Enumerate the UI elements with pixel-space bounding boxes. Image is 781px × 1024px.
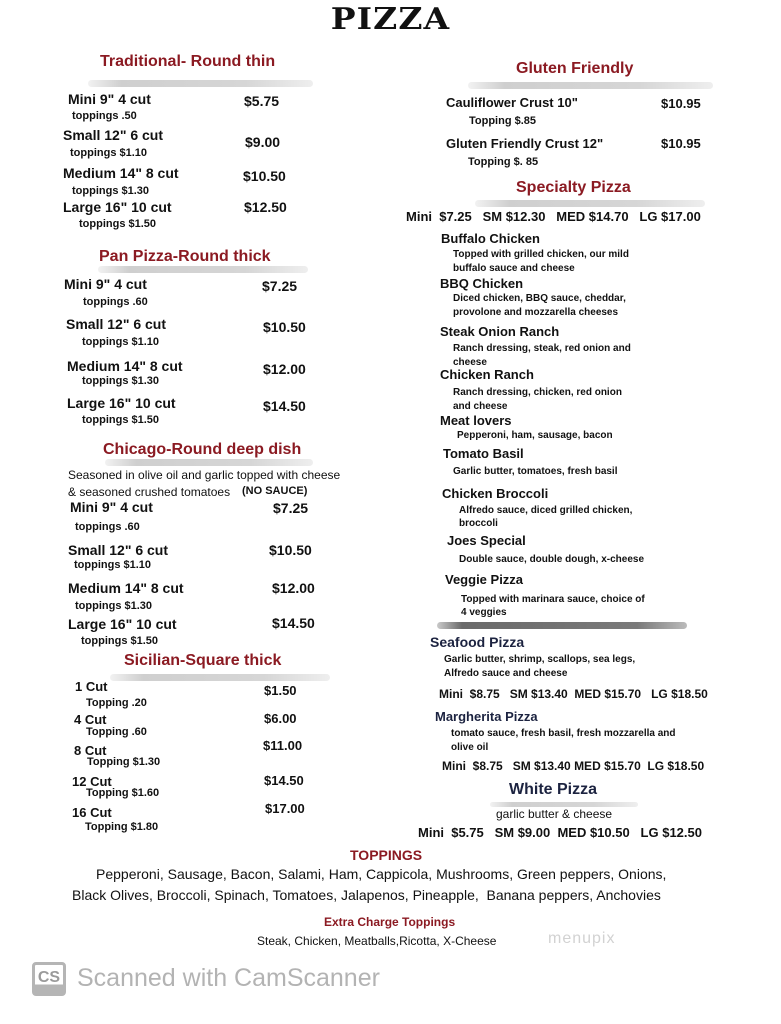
brush-divider	[468, 82, 713, 89]
specialty-item-desc: Ranch dressing, steak, red onion and	[453, 343, 631, 354]
menu-item-name: Medium 14" 8 cut	[67, 358, 183, 374]
extra-toppings-list: Steak, Chicken, Meatballs,Ricotta, X-Cheese	[257, 934, 497, 948]
menu-item-price: $10.95	[661, 136, 701, 151]
menu-item-toppings: toppings .60	[83, 296, 148, 308]
menu-item-name: 8 Cut	[74, 743, 107, 758]
specialty-item-desc: Pepperoni, ham, sausage, bacon	[457, 430, 613, 441]
no-sauce-note: (NO SAUCE)	[242, 485, 308, 497]
specialty-item-desc: Topped with grilled chicken, our mild	[453, 249, 629, 260]
specialty-item-name: Joes Special	[447, 533, 526, 548]
menu-item-price: $10.95	[661, 96, 701, 111]
menu-item-name: Medium 14" 8 cut	[63, 165, 179, 181]
seafood-price-line: Mini $8.75 SM $13.40 MED $15.70 LG $18.50	[439, 687, 708, 701]
section-heading-sicilian: Sicilian-Square thick	[124, 652, 282, 669]
white-pizza-desc: garlic butter & cheese	[496, 807, 613, 821]
menu-item-name: Mini 9" 4 cut	[70, 499, 153, 515]
margherita-pizza-desc: olive oil	[451, 742, 489, 753]
seafood-pizza-desc: Alfredo sauce and cheese	[444, 668, 568, 679]
menu-item-price: $12.00	[272, 580, 315, 596]
margherita-pizza-desc: tomato sauce, fresh basil, fresh mozzarella and	[451, 728, 676, 739]
toppings-list: Black Olives, Broccoli, Spinach, Tomatoes, Jalapenos, Pineapple, Banana peppers, Anchovies	[72, 887, 661, 903]
menu-item-toppings: toppings $1.50	[79, 218, 157, 230]
menu-item-toppings: toppings $1.30	[75, 600, 153, 612]
menu-item-toppings: toppings $1.50	[82, 414, 160, 426]
chicago-description: & seasoned crushed tomatoes	[68, 485, 231, 499]
menu-item-name: Small 12" 6 cut	[66, 316, 167, 332]
specialty-item-name: Veggie Pizza	[445, 572, 524, 587]
menu-item-price: $14.50	[272, 615, 315, 631]
menu-item-price: $12.00	[263, 361, 306, 377]
page-title: PIZZA	[330, 2, 451, 37]
menu-item-toppings: toppings $1.30	[72, 185, 150, 197]
specialty-item-desc: broccoli	[459, 518, 498, 529]
menu-item-name: Cauliflower Crust 10"	[446, 95, 578, 110]
specialty-item-name: Meat lovers	[440, 413, 512, 428]
brush-divider	[105, 459, 313, 466]
specialty-item-desc: 4 veggies	[461, 607, 507, 618]
specialty-item-name: Steak Onion Ranch	[440, 324, 560, 339]
menu-item-price: $5.75	[244, 93, 280, 109]
toppings-heading: TOPPINGS	[350, 847, 423, 863]
specialty-item-name: Buffalo Chicken	[441, 231, 540, 246]
brush-divider	[110, 674, 330, 681]
menu-item-price: $14.50	[264, 773, 304, 788]
brush-divider	[475, 200, 705, 207]
menu-item-toppings: toppings .50	[72, 110, 137, 122]
white-price-line: Mini $5.75 SM $9.00 MED $10.50 LG $12.50	[418, 825, 702, 840]
menu-item-name: Large 16" 10 cut	[63, 199, 172, 215]
margherita-price-line: Mini $8.75 SM $13.40 MED $15.70 LG $18.50	[442, 759, 705, 773]
menu-item-price: $10.50	[263, 319, 306, 335]
specialty-item-desc: Garlic butter, tomatoes, fresh basil	[453, 466, 618, 477]
menu-item-toppings: Topping $1.80	[85, 821, 159, 833]
menu-item-toppings: Topping .60	[86, 726, 147, 738]
section-heading-specialty: Specialty Pizza	[516, 179, 631, 196]
specialty-item-desc: Topped with marinara sauce, choice of	[461, 594, 645, 605]
menu-item-name: Large 16" 10 cut	[67, 395, 176, 411]
camscanner-text: Scanned with CamScanner	[77, 964, 380, 992]
menu-item-price: $6.00	[264, 711, 297, 726]
section-heading-gluten: Gluten Friendly	[516, 60, 634, 77]
section-heading-traditional: Traditional- Round thin	[100, 53, 276, 70]
menu-item-price: $9.00	[245, 134, 281, 150]
menu-item-toppings: toppings $1.10	[74, 559, 152, 571]
menu-item-name: Large 16" 10 cut	[68, 616, 177, 632]
menu-item-name: 16 Cut	[72, 805, 112, 820]
menu-item-toppings: toppings $1.30	[82, 375, 160, 387]
white-pizza-heading: White Pizza	[509, 781, 598, 798]
specialty-item-name: Tomato Basil	[443, 446, 524, 461]
menu-item-toppings: Topping .20	[86, 697, 147, 709]
menu-item-toppings: toppings $1.10	[82, 336, 160, 348]
specialty-item-name: Chicken Ranch	[440, 367, 534, 382]
menu-item-toppings: Topping $1.30	[87, 756, 161, 768]
menu-item-name: 4 Cut	[74, 712, 107, 727]
menu-item-name: Mini 9" 4 cut	[68, 91, 151, 107]
menu-item-price: $1.50	[264, 683, 297, 698]
specialty-item-name: Chicken Broccoli	[442, 486, 549, 501]
menu-item-price: $14.50	[263, 398, 306, 414]
section-heading-pan: Pan Pizza-Round thick	[99, 248, 271, 265]
camscanner-logo-icon: CS	[32, 962, 66, 996]
chicago-description: Seasoned in olive oil and garlic topped with cheese	[68, 468, 341, 482]
menu-item-name: Small 12" 6 cut	[68, 542, 169, 558]
margherita-pizza-name: Margherita Pizza	[435, 709, 538, 724]
menu-item-price: $12.50	[244, 199, 287, 215]
seafood-pizza-desc: Garlic butter, shrimp, scallops, sea legs,	[444, 654, 636, 665]
menu-item-toppings: Topping $. 85	[468, 156, 539, 168]
specialty-item-desc: Alfredo sauce, diced grilled chicken,	[459, 505, 633, 516]
menu-item-toppings: Topping $.85	[469, 115, 537, 127]
specialty-price-line: Mini $7.25 SM $12.30 MED $14.70 LG $17.00	[406, 209, 701, 224]
menu-item-name: 12 Cut	[72, 774, 112, 789]
menu-item-name: Gluten Friendly Crust 12"	[446, 136, 604, 151]
menu-item-price: $7.25	[273, 500, 309, 516]
brush-divider	[437, 622, 687, 629]
menu-item-name: 1 Cut	[75, 679, 108, 694]
menu-item-toppings: toppings $1.50	[81, 635, 159, 647]
specialty-item-desc: Ranch dressing, chicken, red onion	[453, 387, 622, 398]
menu-item-toppings: toppings $1.10	[70, 147, 148, 159]
menu-item-price: $11.00	[263, 738, 303, 753]
menu-item-toppings: toppings .60	[75, 521, 140, 533]
menu-item-price: $10.50	[243, 168, 286, 184]
menu-item-name: Small 12" 6 cut	[63, 127, 164, 143]
menu-item-price: $17.00	[265, 801, 305, 816]
specialty-item-desc: provolone and mozzarella cheeses	[453, 307, 619, 318]
brush-divider	[88, 80, 313, 87]
menu-item-name: Mini 9" 4 cut	[64, 276, 147, 292]
menu-item-price: $7.25	[262, 278, 298, 294]
seafood-pizza-name: Seafood Pizza	[430, 634, 525, 650]
toppings-list: Pepperoni, Sausage, Bacon, Salami, Ham, Cappicola, Mushrooms, Green peppers, Onions,	[96, 866, 667, 882]
menu-item-name: Medium 14" 8 cut	[68, 580, 184, 596]
specialty-item-desc: and cheese	[453, 401, 508, 412]
extra-toppings-heading: Extra Charge Toppings	[324, 915, 456, 929]
specialty-item-desc: Double sauce, double dough, x-cheese	[459, 554, 645, 565]
section-heading-chicago: Chicago-Round deep dish	[103, 441, 302, 458]
specialty-item-name: BBQ Chicken	[440, 276, 524, 291]
specialty-item-desc: Diced chicken, BBQ sauce, cheddar,	[453, 293, 626, 304]
specialty-item-desc: cheese	[453, 357, 487, 368]
menu-item-price: $10.50	[269, 542, 312, 558]
brush-divider	[98, 266, 308, 273]
specialty-item-desc: buffalo sauce and cheese	[453, 263, 575, 274]
menupix-watermark: menupix	[548, 930, 616, 947]
menu-item-toppings: Topping $1.60	[86, 787, 160, 799]
